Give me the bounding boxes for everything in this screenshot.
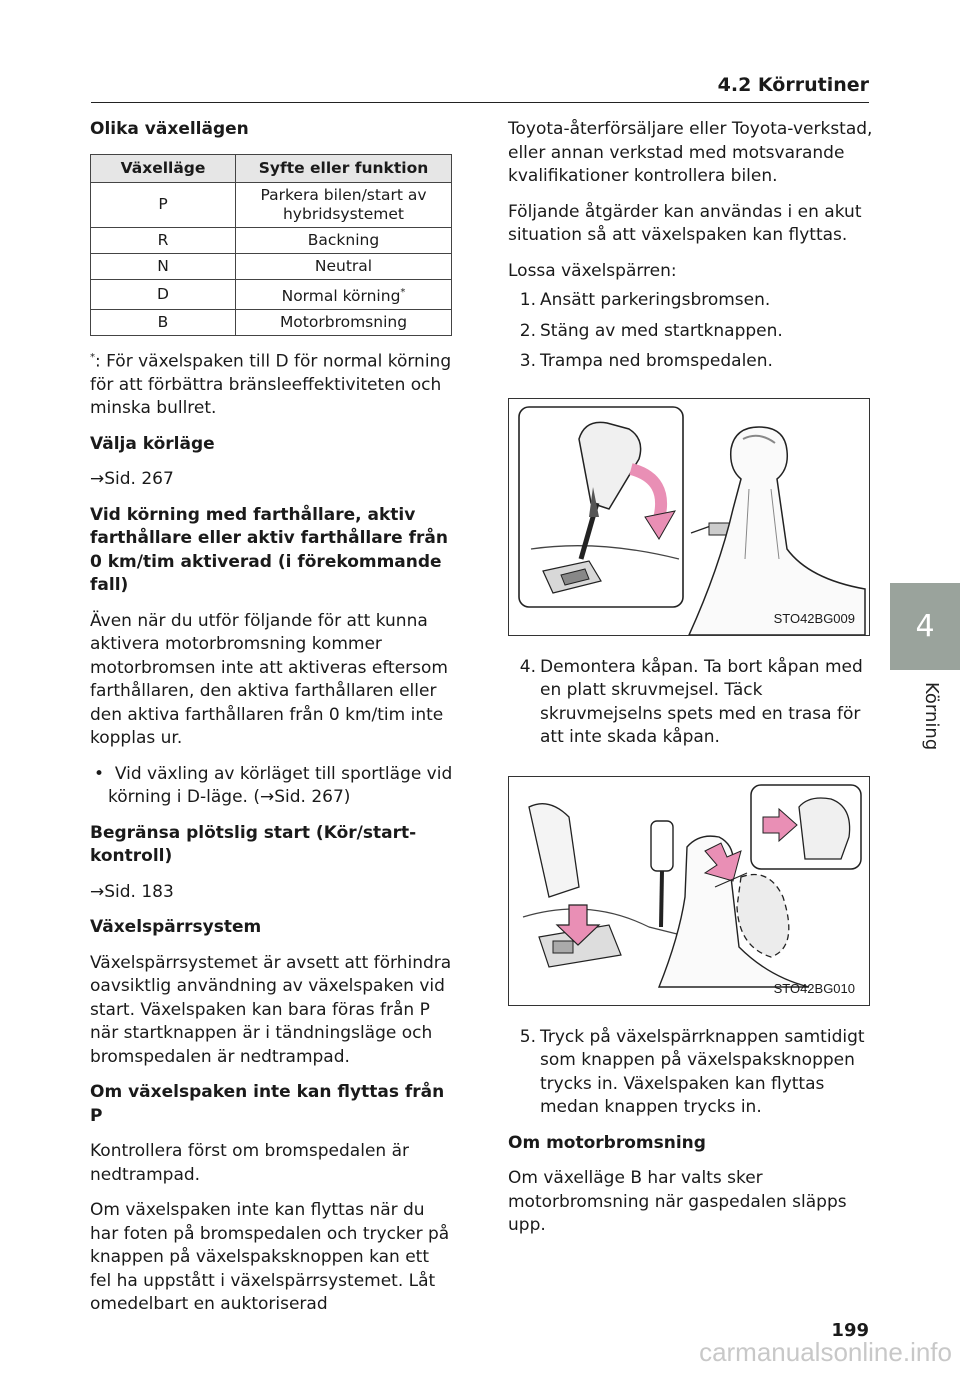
footnote [90, 346, 455, 421]
chapter-tab [890, 583, 960, 670]
gear-cell: D [91, 279, 236, 309]
emergency-text: Följande åtgärder kan användas i en akut situation så att växelspaken kan flyttas. [508, 201, 862, 245]
step-4 [508, 656, 873, 750]
gear-cell: B [91, 309, 236, 335]
table-header-row [91, 154, 452, 182]
shift-lock-release-illustration [509, 777, 869, 1005]
gear-cell: R [91, 227, 236, 253]
engine-heading: Om motorbromsning [508, 1132, 706, 1153]
page-number: 199 [831, 1320, 869, 1341]
function-cell: Backning [236, 227, 452, 253]
list-item [508, 350, 873, 374]
watermark: carmanualsonline.info [699, 1337, 952, 1367]
section-title: 4.2 Körrutiner [717, 74, 869, 96]
step-text: Ansätt parkeringsbromsen. [540, 290, 771, 310]
start-heading: Begränsa plötslig start (Kör/start-kontroll) [90, 822, 417, 867]
running-header [91, 74, 869, 103]
left-column [90, 118, 455, 1329]
step-text: Demontera kåpan. Ta bort kåpan med en platt skruvmejsel. Täck skruvmejselns spets med en trasa för att inte skada kåpan. [540, 656, 863, 747]
lock-heading: Växelspärrsystem [90, 917, 262, 938]
step-5 [508, 1026, 873, 1120]
footnote-star: * [400, 286, 406, 298]
step-number: 3. [519, 351, 536, 371]
engine-text: Om växelläge B har valts sker motorbromsning när gaspedalen släpps upp. [508, 1168, 847, 1235]
cruise-bullet: • Vid växling av körläget till sportläge vid körning i D-läge. (→Sid. 267) [94, 763, 453, 808]
cruise-heading: Vid körning med farthållare, aktiv farthållare eller aktiv farthållare från 0 km/tim aktiverad (i förekommande fall) [90, 504, 448, 596]
table-header-cell: Syfte eller funktion [236, 154, 452, 182]
table-row [91, 253, 452, 279]
function-cell: Parkera bilen/start av hybridsystemet [236, 182, 452, 227]
function-text: Normal körning [281, 286, 401, 305]
figure-code: STO42BG009 [773, 611, 855, 626]
step-list [508, 289, 873, 374]
step-number: 1. [519, 290, 536, 310]
step-number: 4. [519, 656, 536, 677]
start-ref: →Sid. 183 [90, 881, 174, 902]
figure-lock-release [508, 776, 870, 1006]
gear-heading: Olika växellägen [90, 119, 249, 139]
gear-lever-screwdriver-illustration [509, 399, 869, 635]
footnote-mark: * [90, 351, 95, 363]
continued-text: Toyota-återförsäljare eller Toyota-verkstad, eller annan verkstad med motsvarande kvalifikationer kontrollera bilen. [508, 119, 873, 186]
list-item [508, 289, 873, 313]
mode-ref: →Sid. 267 [90, 469, 174, 490]
gear-cell: N [91, 253, 236, 279]
stuck-heading: Om växelspaken inte kan flyttas från P [90, 1082, 445, 1126]
table-row [91, 279, 452, 309]
step-text: Stäng av med startknappen. [540, 320, 783, 341]
cruise-text: Även när du utför följande för att kunna aktivera motorbromsning kommer motorbromsen inte att aktiveras eftersom farthållaren, den aktiva farthållaren eller den aktiva farthållaren från 0 km/tim inte kopplas ur. [90, 610, 448, 749]
chapter-label: Körning [921, 682, 942, 751]
bullet-text: Vid växling av körläget till sportläge vid körning i D-läge. (→Sid. 267) [108, 763, 453, 808]
footnote-text: : För växelspaken till D för normal körning för att förbättra bränsleeffektiviteten och minska bullret. [90, 351, 452, 419]
list-item [508, 320, 873, 344]
table-row [91, 227, 452, 253]
stuck-text-2: Om växelspaken inte kan flyttas när du har foten på bromspedalen och trycker på knappen på växelspaksknoppen kan ett fel ha uppstått i växelspärrsystemet. Låt omedelbart en auktoriserad [90, 1200, 450, 1315]
mode-heading: Välja körläge [90, 433, 215, 454]
gear-cell: P [91, 182, 236, 227]
table-row [91, 182, 452, 227]
figure-code: STO42BG010 [773, 981, 855, 996]
function-cell: Neutral [236, 253, 452, 279]
table-row [91, 309, 452, 335]
table-header-cell: Växelläge [91, 154, 236, 182]
gear-table [90, 154, 452, 336]
function-cell: Motorbromsning [236, 309, 452, 335]
release-intro: Lossa växelspärren: [508, 260, 677, 281]
chapter-number: 4 [915, 609, 935, 644]
stuck-text-1: Kontrollera först om bromspedalen är nedtrampad. [90, 1141, 409, 1185]
function-cell [236, 279, 452, 309]
step-number: 5. [519, 1026, 536, 1047]
step-text: Trampa ned bromspedalen. [540, 351, 773, 371]
step-text: Tryck på växelspärrknappen samtidigt som knappen på växelspaksknoppen trycks in. Växelspaken kan flyttas medan knappen trycks in. [540, 1026, 865, 1117]
step-number: 2. [519, 320, 536, 341]
lock-text: Växelspärrsystemet är avsett att förhindra oavsiktlig användning av växelspaken vid start. Växelspaken kan bara föras från P när startknappen är i tändningsläge och bromspedalen är nedtrampad. [90, 952, 452, 1067]
figure-cover-removal [508, 398, 870, 636]
right-column [508, 118, 873, 1250]
